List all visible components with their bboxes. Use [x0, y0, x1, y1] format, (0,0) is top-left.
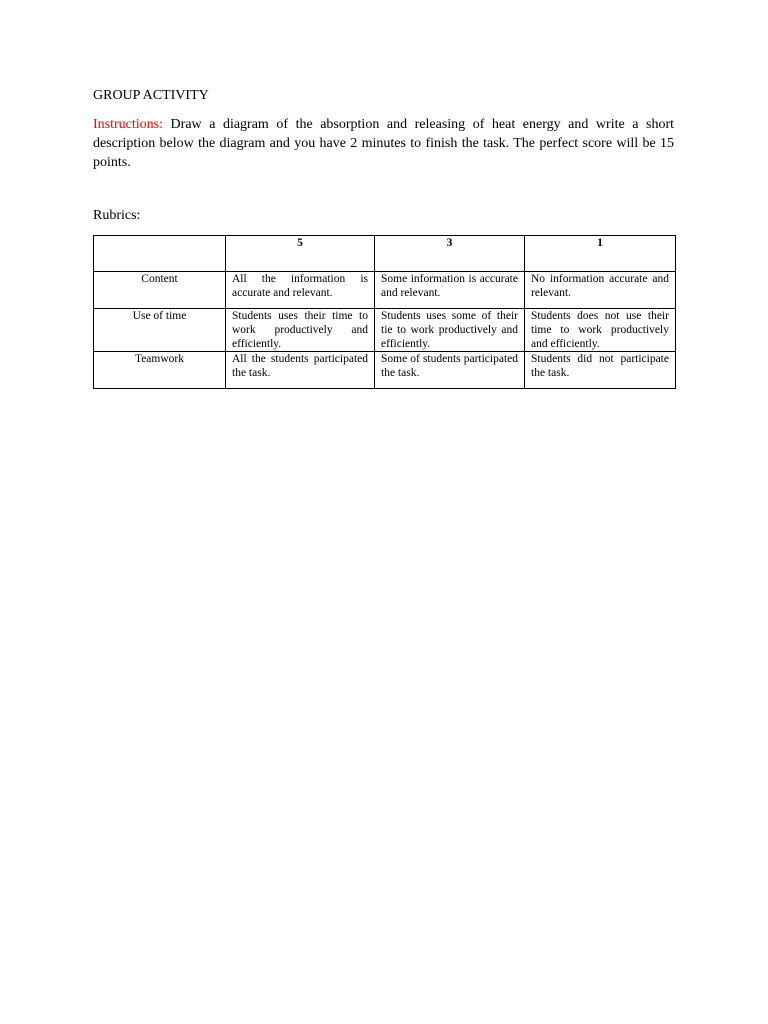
rubric-table	[93, 235, 676, 389]
rubric-row-content	[94, 272, 676, 309]
criterion-cell: Teamwork	[94, 352, 226, 389]
rubric-cell: All the information is accurate and relevant.	[226, 272, 375, 309]
page-title: GROUP ACTIVITY	[93, 88, 209, 103]
rubric-cell: Students uses some of their tie to work productively and efficiently.	[375, 309, 525, 352]
rubric-cell: Students does not use their time to work productively and efficiently.	[525, 309, 676, 352]
instructions-paragraph	[93, 115, 674, 172]
rubric-cell: Students uses their time to work productively and efficiently.	[226, 309, 375, 352]
rubric-cell: No information accurate and relevant.	[525, 272, 676, 309]
rubric-cell: Students did not participate the task.	[525, 352, 676, 389]
rubric-row-teamwork	[94, 352, 676, 389]
rubrics-label: Rubrics:	[93, 208, 141, 223]
header-cell-score-5: 5	[226, 236, 375, 272]
rubric-cell: Some information is accurate and relevant.	[375, 272, 525, 309]
rubric-header-row	[94, 236, 676, 272]
rubric-cell: All the students participated the task.	[226, 352, 375, 389]
criterion-cell: Use of time	[94, 309, 226, 352]
rubric-row-use-of-time	[94, 309, 676, 352]
instructions-text: Draw a diagram of the absorption and releasing of heat energy and write a short description below the diagram and you have 2 minutes to finish the task. The perfect score will be 15 points.	[93, 117, 674, 170]
header-cell-score-3: 3	[375, 236, 525, 272]
rubric-cell: Some of students participated the task.	[375, 352, 525, 389]
criterion-cell: Content	[94, 272, 226, 309]
header-cell-score-1: 1	[525, 236, 676, 272]
instructions-label: Instructions:	[93, 117, 163, 132]
header-cell-blank	[94, 236, 226, 272]
